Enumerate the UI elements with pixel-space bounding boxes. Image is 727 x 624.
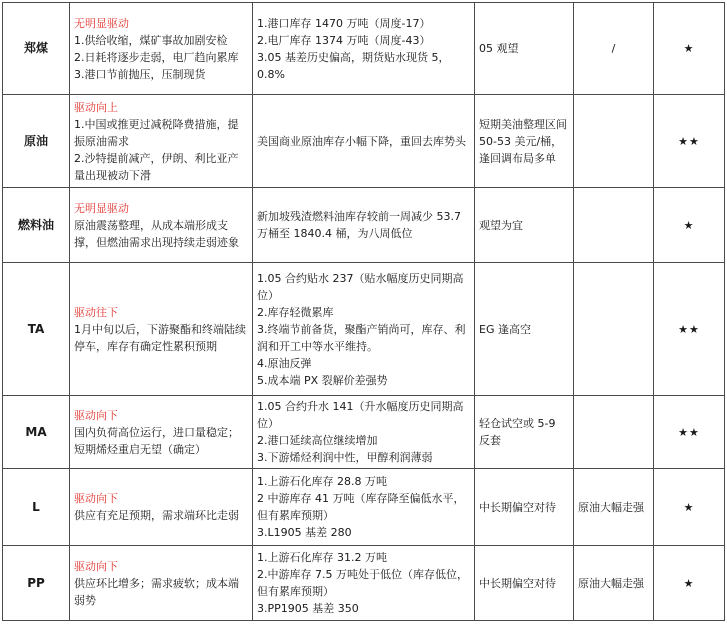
trend-label: 驱动向上 [74, 100, 118, 114]
commodity-name: 原油 [3, 95, 70, 188]
rating-stars: ★ [654, 469, 725, 546]
risk-cell [574, 263, 654, 396]
inventory-line: 1.上游石化库存 31.2 万吨 [257, 551, 387, 564]
commodity-name: 燃料油 [3, 188, 70, 263]
trend-label: 驱动往下 [74, 305, 118, 319]
inventory-line: 4.原油反弹 [257, 356, 312, 370]
inventory-line: 3.L1905 基差 280 [257, 526, 352, 539]
risk-cell: / [574, 3, 654, 95]
table-row [3, 546, 725, 621]
rating-stars: ★ [654, 546, 725, 621]
driver-line: 供应有充足预期，需求端环比走弱 [74, 509, 239, 522]
driver-line: 2.沙特提前减产，伊朗、利比亚产量出现被动下滑 [74, 151, 239, 182]
table-row [3, 188, 725, 263]
driver-line: 3.港口节前抛压，压制现货 [74, 67, 206, 81]
risk-cell: 原油大幅走强 [574, 546, 654, 621]
strategy-cell: 中长期偏空对待 [475, 546, 574, 621]
inventory-line: 新加坡残渣燃料油库存较前一周减少 53.7 万桶至 1840.4 桶，为八周低位 [257, 210, 461, 240]
strategy-cell: 05 观望 [475, 3, 574, 95]
driver-cell [70, 469, 253, 546]
table-row [3, 396, 725, 469]
risk-cell [574, 396, 654, 469]
driver-cell [70, 546, 253, 621]
inventory-cell [253, 546, 475, 621]
table-row [3, 263, 725, 396]
driver-line: 供应环比增多；需求疲软；成本端弱势 [74, 576, 239, 607]
trend-label: 驱动向下 [74, 559, 118, 573]
driver-line: 原油震荡整理，从成本端形成支撑，但燃油需求出现持续走弱迹象 [74, 218, 239, 249]
inventory-cell [253, 263, 475, 396]
strategy-cell: EG 逢高空 [475, 263, 574, 396]
inventory-cell [253, 188, 475, 263]
commodity-name: MA [3, 396, 70, 469]
trend-label: 无明显驱动 [74, 16, 129, 30]
driver-cell [70, 188, 253, 263]
driver-cell [70, 263, 253, 396]
rating-stars: ★ [654, 188, 725, 263]
table-row [3, 95, 725, 188]
inventory-line: 3.下游烯烃利润中性，甲醇利润薄弱 [257, 451, 433, 464]
rating-stars: ★★ [654, 396, 725, 469]
table-row [3, 469, 725, 546]
driver-cell [70, 3, 253, 95]
trend-label: 无明显驱动 [74, 201, 129, 215]
strategy-cell: 中长期偏空对待 [475, 469, 574, 546]
driver-line: 2.日耗将逐步走弱，电厂趋向累库 [74, 50, 239, 64]
commodity-name: 郑煤 [3, 3, 70, 95]
risk-cell: 原油大幅走强 [574, 469, 654, 546]
driver-cell [70, 396, 253, 469]
driver-line: 1.供给收缩，煤矿事故加剧安检 [74, 33, 228, 47]
rating-stars: ★★ [654, 263, 725, 396]
commodity-table [2, 2, 725, 621]
inventory-line: 1.05 合约贴水 237（贴水幅度历史同期高位） [257, 271, 464, 302]
inventory-line: 2.中游库存 7.5 万吨处于低位（库存低位，但有累库预期） [257, 568, 468, 598]
rating-stars: ★★ [654, 95, 725, 188]
inventory-line: 2.港口延续高位继续增加 [257, 434, 378, 447]
inventory-cell [253, 3, 475, 95]
inventory-cell [253, 396, 475, 469]
risk-cell [574, 95, 654, 188]
inventory-line: 1.上游石化库存 28.8 万吨 [257, 475, 387, 488]
commodity-name: PP [3, 546, 70, 621]
inventory-line: 2 中游库存 41 万吨（库存降至偏低水平，但有累库预期） [257, 492, 465, 522]
inventory-line: 3.05 基差历史偏高，期货贴水现货 5，0.8% [257, 50, 450, 81]
driver-cell [70, 95, 253, 188]
strategy-cell: 观望为宜 [475, 188, 574, 263]
strategy-cell: 轻仓试空或 5-9 反套 [475, 396, 574, 469]
strategy-cell: 短期美油整理区间 50-53 美元/桶，逢回调布局多单 [475, 95, 574, 188]
inventory-line: 5.成本端 PX 裂解价差强势 [257, 373, 388, 387]
rating-stars: ★ [654, 3, 725, 95]
driver-line: 国内负荷高位运行，进口量稳定；短期烯烃重启无望（确定） [74, 425, 239, 456]
inventory-cell [253, 95, 475, 188]
trend-label: 驱动向下 [74, 492, 118, 505]
inventory-line: 1.港口库存 1470 万吨（周度-17） [257, 16, 431, 30]
inventory-cell [253, 469, 475, 546]
table-row [3, 3, 725, 95]
driver-line: 1月中旬以后，下游聚酯和终端陆续停车，库存有确定性累积预期 [74, 322, 246, 353]
inventory-line: 3.终端节前备货，聚酯产销尚可，库存、利润和开工中等水平维持。 [257, 322, 466, 353]
inventory-line: 2.电厂库存 1374 万吨（周度-43） [257, 33, 431, 47]
risk-cell [574, 188, 654, 263]
driver-line: 1.中国或推更过减税降费措施，提振原油需求 [74, 117, 239, 148]
inventory-line: 美国商业原油库存小幅下降，重回去库势头 [257, 134, 466, 148]
commodity-name: L [3, 469, 70, 546]
inventory-line: 2.库存轻微累库 [257, 305, 334, 319]
inventory-line: 1.05 合约升水 141（升水幅度历史同期高位） [257, 400, 464, 430]
inventory-line: 3.PP1905 基差 350 [257, 602, 359, 615]
commodity-name: TA [3, 263, 70, 396]
trend-label: 驱动向下 [74, 408, 118, 422]
